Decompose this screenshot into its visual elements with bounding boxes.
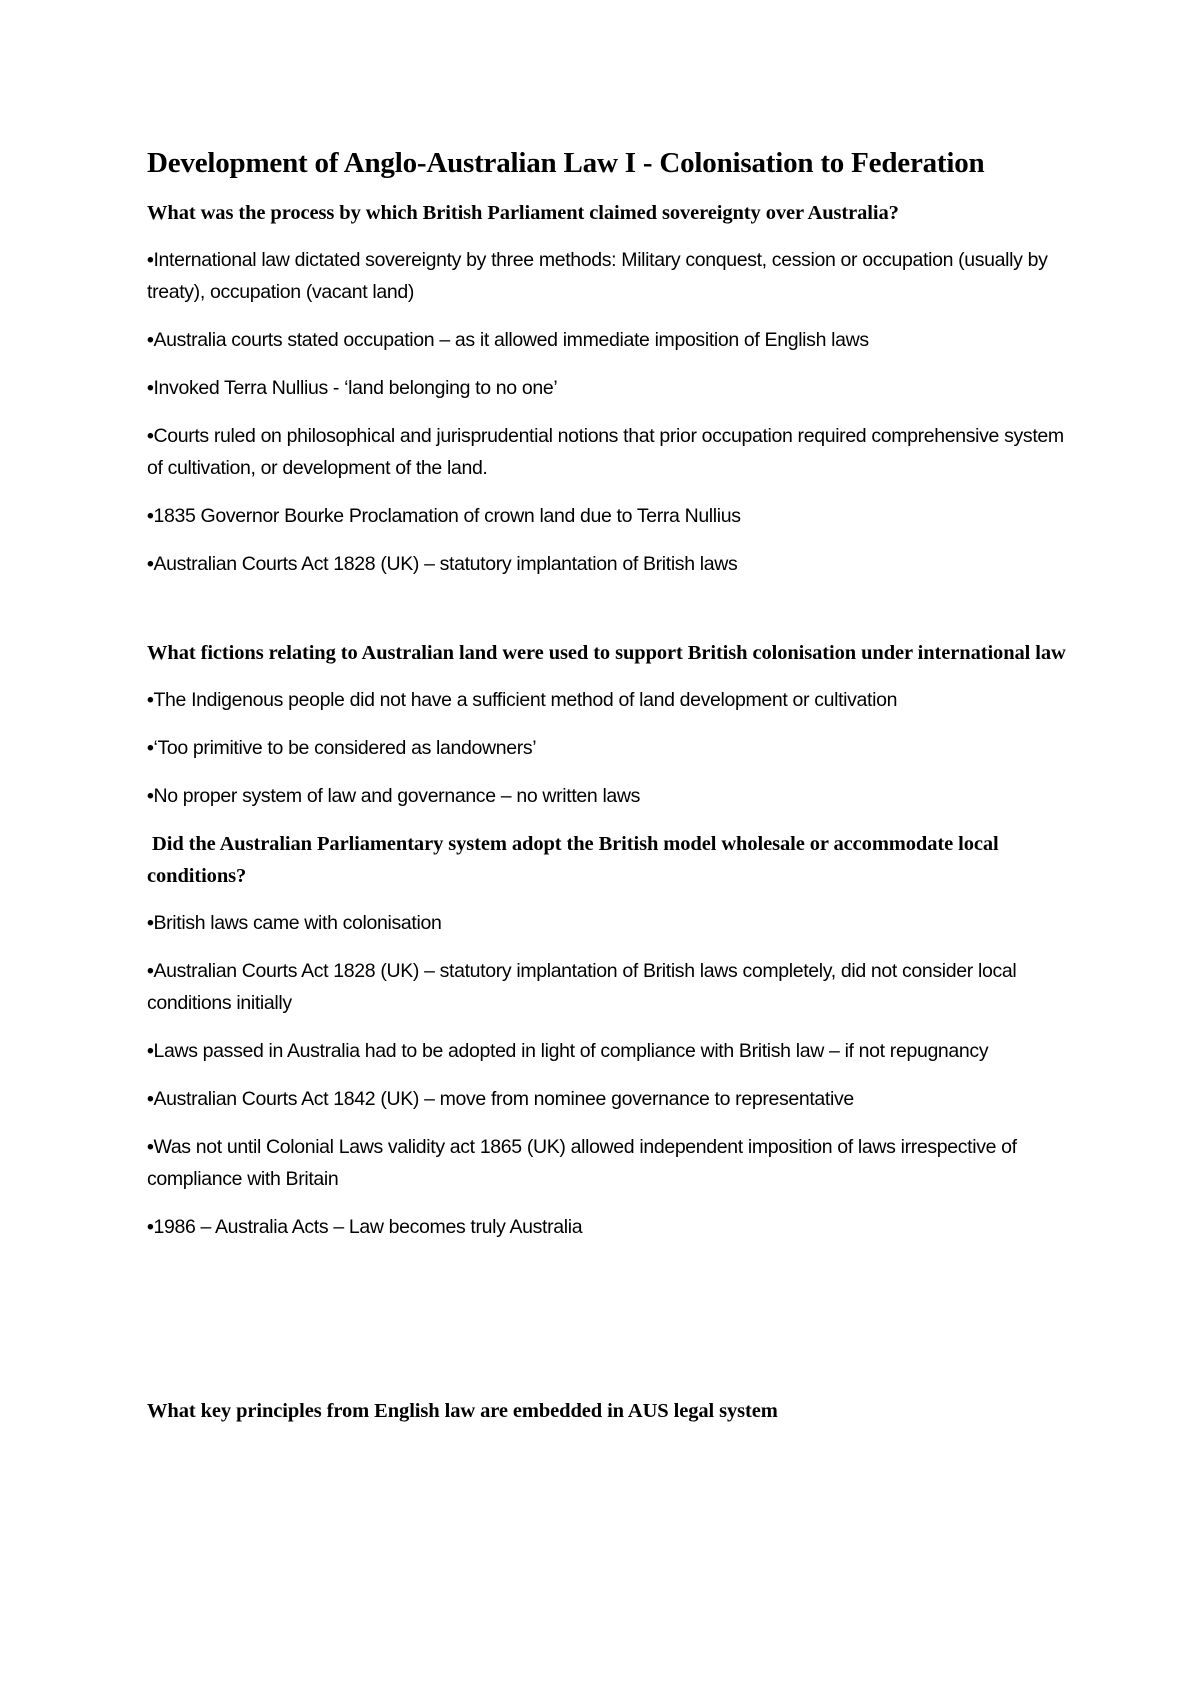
question-heading: Did the Australian Parliamentary system adopt the British model wholesale or accommodate local conditions? <box>147 833 1004 887</box>
bullet-item <box>147 732 1067 764</box>
bullet-text: Was not until Colonial Laws validity act 1865 (UK) allowed independent imposition of laws irrespective of compliance with Britain <box>147 1136 1017 1190</box>
bullet-icon: • <box>147 553 154 575</box>
bullet-text: Australian Courts Act 1828 (UK) – statutory implantation of British laws completely, did not consider local conditions initially <box>147 960 1017 1014</box>
bullet-item <box>147 684 1067 716</box>
bullet-text: Invoked Terra Nullius - ‘land belonging to no one’ <box>153 377 558 399</box>
bullet-icon: • <box>147 1216 154 1238</box>
bullet-item <box>147 324 1067 356</box>
bullet-item <box>147 244 1067 308</box>
bullet-text: 1986 – Australia Acts – Law becomes truly Australia <box>153 1216 583 1238</box>
bullet-item <box>147 1035 1067 1067</box>
bullet-icon: • <box>147 377 154 399</box>
bullet-item <box>147 548 1067 580</box>
bullet-item <box>147 1083 1067 1115</box>
bullet-item <box>147 780 1067 812</box>
bullet-item <box>147 372 1067 404</box>
bullet-text: 1835 Governor Bourke Proclamation of crown land due to Terra Nullius <box>153 505 741 527</box>
question-heading: What was the process by which British Parliament claimed sovereignty over Australia? <box>147 202 899 224</box>
bullet-icon: • <box>147 785 154 807</box>
bullet-text: British laws came with colonisation <box>153 912 442 934</box>
bullet-item <box>147 907 1067 939</box>
bullet-text: The Indigenous people did not have a sufficient method of land development or cultivation <box>153 689 898 711</box>
document-title: Development of Anglo-Australian Law I - Colonisation to Federation <box>147 147 985 179</box>
bullet-text: Courts ruled on philosophical and jurisprudential notions that prior occupation required comprehensive system of cultivation, or development of the land. <box>147 425 1064 479</box>
bullet-item <box>147 420 1067 484</box>
bullet-icon: • <box>147 737 154 759</box>
bullet-icon: • <box>147 1040 154 1062</box>
question-heading: What fictions relating to Australian land were used to support British colonisation under international law <box>147 642 1066 664</box>
blank-line <box>147 596 1067 637</box>
bullet-icon: • <box>147 249 154 271</box>
bullet-item <box>147 955 1067 1019</box>
bullet-text: No proper system of law and governance – no written laws <box>153 785 641 807</box>
bullet-item <box>147 500 1067 532</box>
bullet-icon: • <box>147 329 154 351</box>
blank-lines <box>147 1259 1067 1395</box>
bullet-text: International law dictated sovereignty by three methods: Military conquest, cession or occupation (usually by treaty), occupation (vacant land) <box>147 249 1048 303</box>
bullet-text: Australia courts stated occupation – as it allowed immediate imposition of English laws <box>153 329 869 351</box>
bullet-icon: • <box>147 1088 154 1110</box>
bullet-icon: • <box>147 425 154 447</box>
bullet-text: Laws passed in Australia had to be adopted in light of compliance with British law – if not repugnancy <box>153 1040 989 1062</box>
question-heading: What key principles from English law are embedded in AUS legal system <box>147 1400 778 1422</box>
bullet-icon: • <box>147 960 154 982</box>
bullet-text: Australian Courts Act 1828 (UK) – statutory implantation of British laws <box>153 553 738 575</box>
bullet-text: Australian Courts Act 1842 (UK) – move from nominee governance to representative <box>153 1088 854 1110</box>
document-body <box>147 143 1067 1442</box>
bullet-icon: • <box>147 912 154 934</box>
bullet-item <box>147 1211 1067 1243</box>
bullet-icon: • <box>147 1136 154 1158</box>
bullet-item <box>147 1131 1067 1195</box>
bullet-icon: • <box>147 689 154 711</box>
bullet-icon: • <box>147 505 154 527</box>
bullet-text: ‘Too primitive to be considered as landowners’ <box>153 737 537 759</box>
